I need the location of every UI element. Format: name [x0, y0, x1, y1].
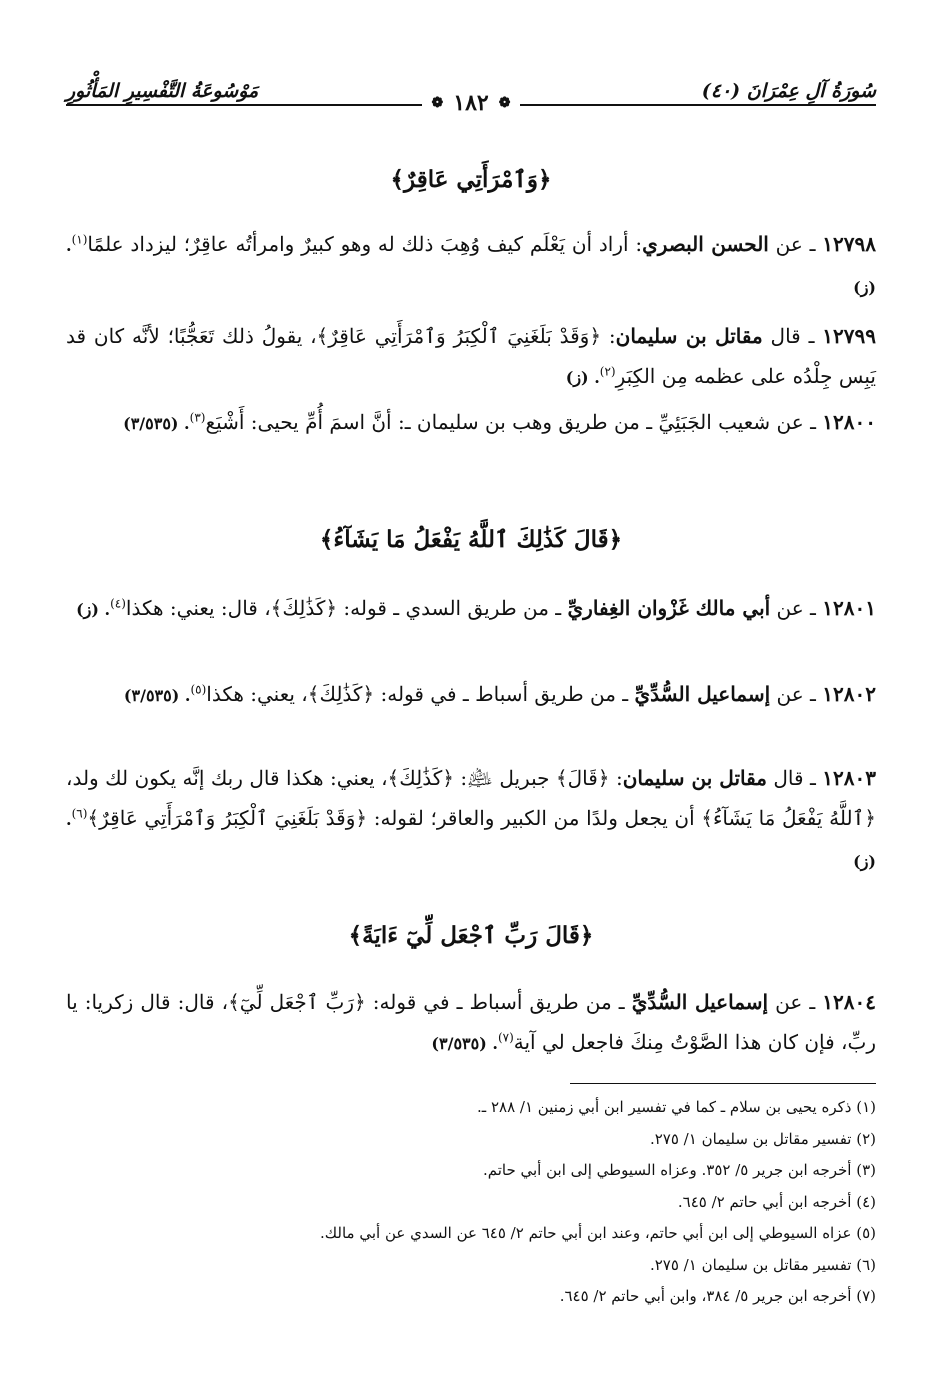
narration-lead: ـ عن [770, 596, 816, 620]
page-number [422, 90, 521, 116]
narration-number: ١٢٨٠٤ [822, 990, 877, 1014]
narrator-name: مقاتل بن سليمان [615, 324, 763, 348]
narration-lead: ـ عن [768, 990, 816, 1014]
footnote-separator [570, 1083, 876, 1084]
verse-heading: ﴿وَٱمْرَأَتِي عَاقِرٌ﴾ [390, 166, 552, 193]
narrator-name: إسماعيل السُّدِّيِّ [631, 990, 769, 1014]
ornament-icon: ❁ [498, 95, 511, 111]
narration-lead: ـ عن [768, 232, 816, 256]
verse-heading: ﴿قَالَ رَبِّ ٱجْعَل لِّيٓ ءَايَةً﴾ [348, 922, 594, 949]
footnote-item: (١) ذكره يحيى بن سلام ـ كما في تفسير ابن أبي زمنين ١/ ٢٨٨ ـ. [477, 1098, 876, 1116]
narrator-name: مقاتل بن سليمان [622, 766, 767, 790]
footnote-marker[interactable]: (٢) [599, 364, 616, 379]
page-number-row [66, 88, 876, 118]
footnote-item: (٣) أخرجه ابن جرير ٥/ ٣٥٢. وعزاه السيوطي إلى ابن أبي حاتم. [482, 1161, 876, 1179]
narration-text: : ﴿وَقَدْ بَلَغَنِيَ ٱلْكِبَرُ وَٱمْرَأَتِي عَاقِرٌ﴾، يقولُ ذلك تَعَجُّبًا؛ لأنَّه كان قد يَبِس جِلْدُه على عظمه مِن الكِبَرِ [66, 324, 876, 388]
footnote-marker[interactable]: (٤) [110, 596, 126, 611]
footnote-item: (٤) أخرجه ابن أبي حاتم ٢/ ٦٤٥. [677, 1192, 876, 1211]
narration-text: : أراد أن يَعْلَم كيف وُهِبَ ذلك له وهو كبيرٌ وامرأتُه عاقِرٌ؛ ليزداد علمًا [87, 232, 643, 256]
narration-text: ـ عن شعيب الجَبَئِيِّ ـ من طريق وهب بن سليمان ـ: أنَّ اسمَ أُمِّ يحيى: أَشْيَع [205, 410, 816, 434]
verse-heading: ﴿قَالَ كَذَٰلِكَ ٱللَّهُ يَفْعَلُ مَا يَشَآءُ﴾ [319, 526, 623, 553]
narration [66, 758, 876, 882]
narration-number: ١٢٨٠٢ [822, 682, 876, 706]
narration-lead: ـ قال [762, 324, 815, 348]
narration-ref: . (ز) [66, 236, 876, 297]
narration-text: ـ من طريق السدي ـ قوله: ﴿كَذَٰلِكَ﴾، قال: يعني: هكذا [125, 596, 568, 620]
footnote-item: (٧) أخرجه ابن جرير ٥/ ٣٨٤، وابن أبي حاتم ٢/ ٦٤٥. [559, 1287, 876, 1305]
footnote-item: (٦) تفسير مقاتل بن سليمان ١/ ٢٧٥. [649, 1255, 876, 1274]
footnotes-list [66, 1092, 876, 1313]
narration-text: ـ من طريق أسباط ـ في قوله: ﴿كَذَٰلِكَ﴾، يعني: هكذا [206, 682, 635, 706]
surah-title: سُورَةُ آلِ عِمْرَانَ (٤٠) [701, 80, 876, 102]
narration-ref: . (٣/٥٣٥) [123, 686, 191, 705]
narration-number: ١٢٨٠٠ [822, 410, 876, 434]
narration-ref: . (ز) [565, 368, 600, 387]
book-page [66, 0, 876, 1389]
narration-number: ١٢٧٩٨ [822, 232, 877, 256]
page-number-value: ١٨٢ [453, 90, 489, 116]
footnote-marker[interactable]: (٦) [71, 806, 88, 821]
ornament-icon: ❁ [431, 95, 444, 111]
narration [66, 674, 876, 716]
narration-number: ١٢٨٠٣ [822, 766, 876, 790]
footnote-marker[interactable]: (١) [71, 232, 88, 247]
narrator-name: أبي مالك غَزْوان الغِفاريِّ [567, 596, 771, 620]
footnote-marker[interactable]: (٧) [497, 1030, 514, 1045]
narration-number: ١٢٧٩٩ [822, 324, 876, 348]
narration-ref: . (ز) [66, 810, 876, 871]
narration-number: ١٢٨٠١ [822, 596, 876, 620]
footnote-marker[interactable]: (٣) [189, 410, 206, 425]
narration-text: ـ من طريق أسباط ـ في قوله: ﴿رَبِّ ٱجْعَل لِّيٓ﴾، قال: قال زكريا: يا ربِّ، فإن كان هذا الصَّوْتُ مِنكَ فاجعل لي آية [66, 990, 876, 1054]
footnote-item: (٥) عزاه السيوطي إلى ابن أبي حاتم، وعند ابن أبي حاتم ٢/ ٦٤٥ عن السدي عن أبي مالك. [319, 1224, 876, 1242]
narration-ref: . (ز) [76, 600, 111, 619]
narration-ref: . (٣/٥٣٥) [123, 414, 190, 433]
footnote-marker[interactable]: (٥) [190, 682, 207, 697]
footnote-item: (٢) تفسير مقاتل بن سليمان ١/ ٢٧٥. [649, 1129, 876, 1148]
narrator-name: الحسن البصري [642, 232, 769, 256]
narration [66, 402, 876, 444]
series-title: مَوْسُوعَةُ التَّفْسِيرِ المَأْثُورِ [66, 80, 259, 102]
narration [66, 224, 876, 308]
narration [66, 316, 876, 398]
narration-lead: ـ قال [766, 766, 816, 790]
narration-ref: . (٣/٥٣٥) [431, 1034, 498, 1053]
narration [66, 982, 876, 1064]
narration-text: : ﴿قَالَ﴾ جبريل ﵇: ﴿كَذَٰلِكَ﴾، يعني: هكذا قال ربك إنَّه يكون لك ولد، ﴿ٱللَّهُ يَفْعَلُ مَا يَشَآءُ﴾ أن يجعل ولدًا من الكبير والعاقر؛ لقوله: ﴿وَقَدْ بَلَغَنِيَ ٱلْكِبَرُ وَٱمْرَأَتِي عَاقِرٌ﴾ [66, 766, 876, 830]
narrator-name: إسماعيل السُّدِّيِّ [634, 682, 771, 706]
narration-lead: ـ عن [770, 682, 816, 706]
narration [66, 588, 876, 630]
